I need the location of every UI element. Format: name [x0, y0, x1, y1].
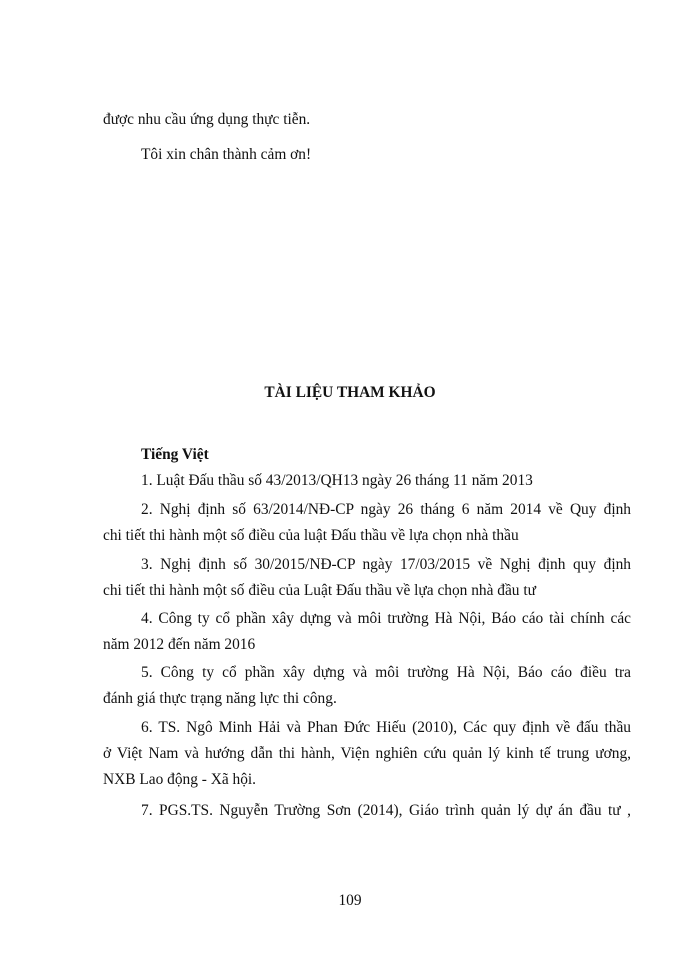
thanks-line: Tôi xin chân thành cảm ơn!	[141, 146, 312, 163]
reference-line: ở Việt Nam và hướng dẫn thi hành, Viện nghiên cứu quản lý kinh tế trung ương,	[103, 745, 631, 762]
reference-line: chi tiết thi hành một số điều của luật Đấu thầu về lựa chọn nhà thầu	[103, 527, 519, 544]
reference-line: 7. PGS.TS. Nguyễn Trường Sơn (2014), Giáo trình quản lý dự án đầu tư ,	[141, 802, 631, 819]
reference-line: 3. Nghị định số 30/2015/NĐ-CP ngày 17/03/2015 về Nghị định quy định	[141, 556, 631, 573]
reference-item-5	[103, 663, 631, 709]
reference-line: năm 2012 đến năm 2016	[103, 636, 256, 653]
reference-line: 4. Công ty cổ phần xây dựng và môi trường Hà Nội, Báo cáo tài chính các	[141, 610, 631, 627]
reference-item-1	[103, 471, 631, 491]
page-number: 109	[338, 892, 362, 909]
intro-line: được nhu cầu ứng dụng thực tiễn.	[103, 111, 311, 128]
references-heading: TÀI LIỆU THAM KHẢO	[264, 384, 436, 401]
reference-item-3	[103, 555, 631, 601]
references-subheading: Tiếng Việt	[141, 446, 209, 463]
reference-item-4	[103, 609, 631, 655]
reference-line: 6. TS. Ngô Minh Hải và Phan Đức Hiếu (2010), Các quy định về đấu thầu	[141, 719, 631, 736]
reference-line: chi tiết thi hành một số điều của Luật Đấu thầu về lựa chọn nhà đầu tư	[103, 582, 536, 599]
reference-line: 5. Công ty cổ phần xây dựng và môi trường Hà Nội, Báo cáo điều tra	[141, 664, 631, 681]
reference-line: đánh giá thực trạng năng lực thi công.	[103, 690, 337, 707]
reference-line: 2. Nghị định số 63/2014/NĐ-CP ngày 26 tháng 6 năm 2014 về Quy định	[141, 501, 631, 518]
reference-item-2	[103, 500, 631, 546]
reference-line: NXB Lao động - Xã hội.	[103, 771, 257, 788]
reference-item-7	[103, 801, 631, 821]
reference-item-6	[103, 718, 631, 790]
reference-line: 1. Luật Đấu thầu số 43/2013/QH13 ngày 26 tháng 11 năm 2013	[141, 472, 533, 489]
